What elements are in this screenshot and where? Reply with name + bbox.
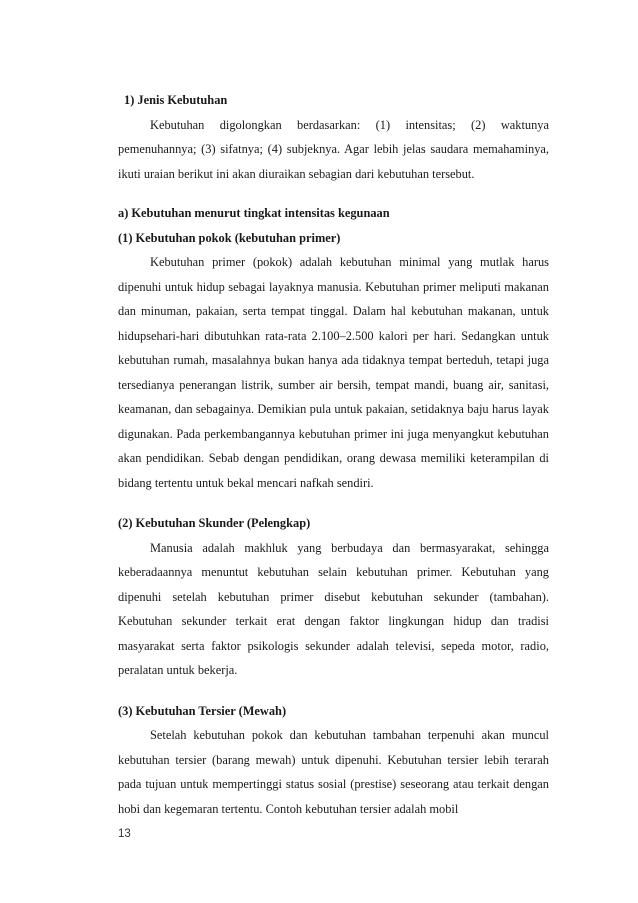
sekunder-paragraph: Manusia adalah makhluk yang berbudaya dan bermasyarakat, sehingga keberadaannya menuntut kebutuhan selain kebutuhan primer. Kebutuhan yang dipenuhi setelah kebutuhan primer disebut kebutuhan sekunder (tambahan). Kebutuhan sekunder terkait erat dengan faktor lingkungan hidup dan tradisi masyarakat serta faktor psikologis sekunder adalah televisi, sepeda motor, radio, peralatan untuk bekerja. xyxy=(118,540,549,677)
primer-paragraph: Kebutuhan primer (pokok) adalah kebutuhan minimal yang mutlak harus dipenuhi untuk hidup sebagai layaknya manusia. Kebutuhan primer meliputi makanan dan minuman, pakaian, serta tempat tinggal. Dalam hal kebutuhan makanan, untuk hidupsehari-hari dibutuhkan rata-rata 2.100–2.500 kalori per hari. Sedangkan untuk kebutuhan rumah, masalahnya bukan hanya ada tidaknya tempat berteduh, tetapi juga tersedianya penerangan listrik, sumber air bersih, tempat mandi, buang air, sanitasi, keamanan, dan sebagainya. Demikian pula untuk pakaian, setidaknya baju harus layak digunakan. Pada perkembangannya kebutuhan primer ini juga menyangkut kebutuhan akan pendidikan. Sebab dengan pendidikan, orang dewasa memiliki keterampilan di bidang tertentu untuk bekal mencari nafkah sendiri. xyxy=(118,255,549,490)
subsection-a-heading: a) Kebutuhan menurut tingkat intensitas kegunaan xyxy=(118,206,390,220)
document-body xyxy=(118,88,549,821)
sekunder-heading: (2) Kebutuhan Skunder (Pelengkap) xyxy=(118,516,311,530)
primer-heading: (1) Kebutuhan pokok (kebutuhan primer) xyxy=(118,230,341,245)
intro-paragraph: Kebutuhan digolongkan berdasarkan: (1) intensitas; (2) waktunya pemenuhannya; (3) sifatnya; (4) subjeknya. Agar lebih jelas saudara memahaminya, ikuti uraian berikut ini akan diuraikan sebagian dari kebutuhan tersebut. xyxy=(118,117,549,181)
tersier-paragraph: Setelah kebutuhan pokok dan kebutuhan tambahan terpenuhi akan muncul kebutuhan tersier (barang mewah) untuk dipenuhi. Kebutuhan tersier lebih terarah pada tujuan untuk mempertinggi status sosial (prestise) seseorang atau terkait dengan hobi dan kegemaran tertentu. Contoh kebutuhan tersier adalah mobil xyxy=(118,728,549,816)
page-number: 13 xyxy=(118,828,131,840)
tersier-heading: (3) Kebutuhan Tersier (Mewah) xyxy=(118,703,287,718)
section-heading: 1) Jenis Kebutuhan xyxy=(124,93,228,107)
